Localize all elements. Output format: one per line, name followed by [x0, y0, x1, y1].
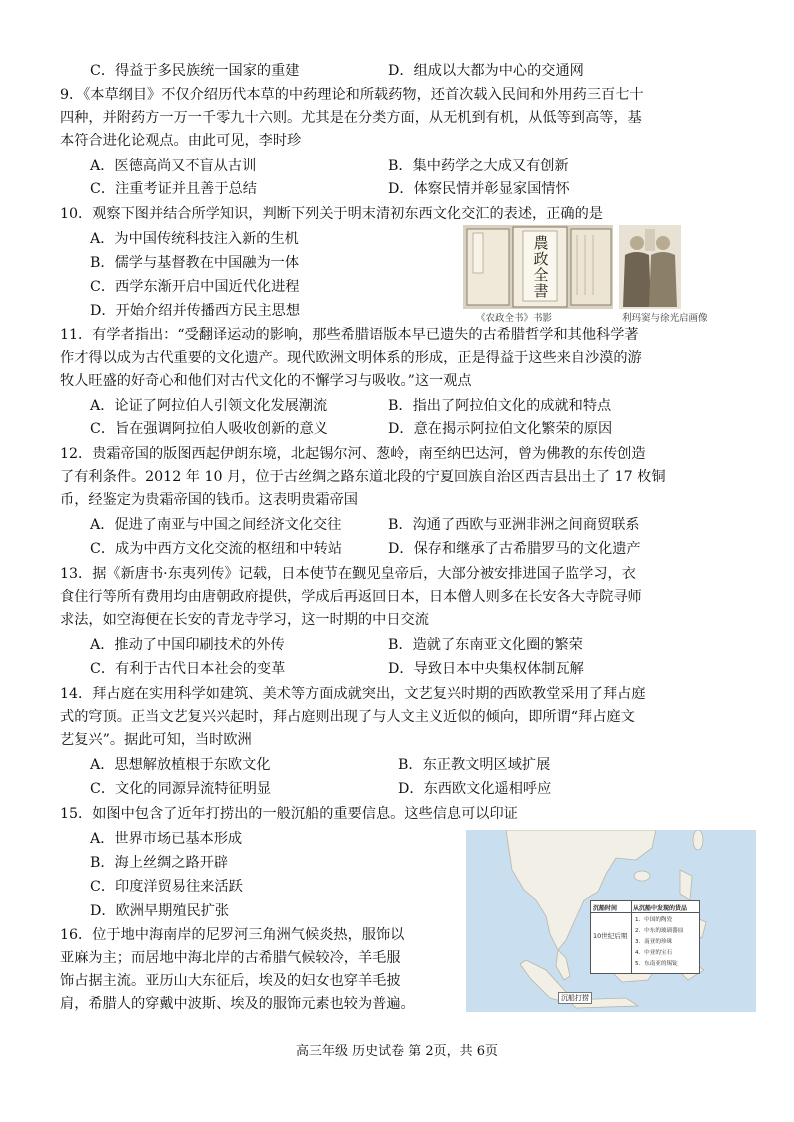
q13-option-c: C．有利于古代日本社会的变革 [90, 661, 286, 677]
q14-stem-line-1: 14．拜占庭在实用科学如建筑、美术等方面成就突出，文艺复兴时期的西欧教堂采用了拜占庭 [60, 686, 646, 702]
q15-stem: 15．如图中包含了近年打捞出的一般沉船的重要信息。这些信息可以印证 [60, 806, 518, 822]
shipwreck-legend [590, 900, 700, 974]
shipwreck-map [466, 830, 756, 1012]
q8-option-c: C．得益于多民族统一国家的重建 [90, 63, 300, 79]
nongzheng-quanshu-photo [463, 225, 613, 309]
q12-option-b: B．沟通了西欧与亚洲非洲之间商贸联系 [388, 517, 640, 533]
legend-item-3: 3．南亚的珍珠 [635, 939, 673, 945]
q10-option-a: A．为中国传统科技注入新的生机 [90, 231, 299, 247]
q13-stem-line-1: 13．据《新唐书·东夷列传》记载，日本使节在觐见皇帝后，大部分被安排进国子监学习，衣 [60, 566, 636, 582]
q14-stem-line-3: 艺复兴”。据此可知，当时欧洲 [60, 732, 252, 748]
q12-stem-line-3: 币，经鉴定为贵霜帝国的钱币。这表明贵霜帝国 [60, 492, 358, 508]
legend-header-goods: 从沉船中发现的货品 [633, 905, 688, 912]
caption-nongzheng: 《农政全书》书影 [476, 313, 553, 324]
q12-stem-line-1: 12．贵霜帝国的版图西起伊朗东境，北起锡尔河、葱岭，南至纳巴达河，曾为佛教的东传创造 [60, 446, 646, 462]
q15-option-b: B．海上丝绸之路开辟 [90, 855, 229, 871]
q9-option-b: B．集中药学之大成又有创新 [388, 158, 569, 174]
q16-stem-line-1: 16．位于地中海南岸的尼罗河三角洲气候炎热，服饰以 [60, 927, 405, 943]
q13-stem-line-3: 求法，如空海便在长安的青龙寺学习，这一时期的中日交流 [60, 612, 429, 628]
q16-stem-line-4: 肩，希腊人的穿戴中波斯、埃及的服饰元素也较为普遍。 [60, 996, 415, 1012]
legend-era: 10世纪后期 [593, 932, 628, 940]
q11-option-b: B．指出了阿拉伯文化的成就和特点 [388, 398, 612, 414]
shipwreck-site-label: 沉船打捞 [558, 992, 592, 1004]
q9-option-d: D．体察民情并彰显家国情怀 [388, 181, 570, 197]
q15-option-a: A．世界市场已基本形成 [90, 831, 243, 847]
q12-option-d: D．保存和继承了古希腊罗马的文化遗产 [388, 541, 641, 557]
q13-option-a: A．推动了中国印刷技术的外传 [90, 637, 285, 653]
legend-item-2: 2．中东的玻璃器皿 [635, 928, 684, 934]
q14-stem-line-2: 式的穹顶。正当文艺复兴兴起时，拜占庭则出现了与人文主义近似的倾向，即所谓“拜占庭文 [60, 709, 635, 725]
q13-stem-line-2: 食住行等所有费用均由唐朝政府提供，学成后再返回日本，日本僧人则多在长安各大寺院寻师 [60, 589, 642, 605]
q10-option-d: D．开始介绍并传播西方民主思想 [90, 303, 301, 319]
q8-option-d: D．组成以大都为中心的交通网 [388, 63, 584, 79]
q15-option-c: C．印度洋贸易往来活跃 [90, 879, 243, 895]
q10-option-c: C．西学东渐开启中国近代化进程 [90, 279, 300, 295]
page-footer: 高三年级 历史试卷 第 2页，共 6页 [295, 1044, 499, 1059]
q12-stem-line-2: 了有利条件。2012 年 10 月，位于古丝绸之路东道北段的宁夏回族自治区西吉县出土了 17 枚铜 [60, 469, 666, 485]
q12-option-c: C．成为中西方文化交流的枢纽和中转站 [90, 541, 343, 557]
q11-option-c: C．旨在强调阿拉伯人吸收创新的意义 [90, 421, 328, 437]
q11-stem-line-1: 11．有学者指出：“受翻译运动的影响，那些希腊语版本早已遗失的古希腊哲学和其他科学著 [60, 327, 639, 343]
q14-option-d: D．东西欧文化遥相呼应 [398, 781, 552, 797]
q16-stem-line-3: 饰占据主流。亚历山大东征后，埃及的妇女也穿羊毛披 [60, 973, 401, 989]
q9-stem-line-2: 四种，并附药方一万一千零九十六则。尤其是在分类方面，从无机到有机，从低等到高等，基 [60, 110, 642, 126]
q15-option-d: D．欧洲早期殖民扩张 [90, 903, 230, 919]
q9-option-a: A．医德高尚又不盲从古训 [90, 158, 257, 174]
q12-option-a: A．促进了南亚与中国之间经济文化交往 [90, 517, 342, 533]
legend-item-4: 4．中亚的宝石 [635, 950, 673, 956]
legend-item-5: 5．东南亚的锡锭 [635, 961, 678, 967]
q10-option-b: B．儒学与基督教在中国融为一体 [90, 255, 300, 271]
q9-stem-line-1: 9．《本草纲目》不仅介绍历代本草的中药理论和所载药物，还首次载入民间和外用药三百七十 [60, 87, 644, 103]
legend-header-time: 沉船时间 [593, 905, 618, 912]
q9-option-c: C．注重考证并且善于总结 [90, 181, 257, 197]
q16-stem-line-2: 亚麻为主；而居地中海北岸的古希腊气候较冷，羊毛服 [60, 950, 401, 966]
ricci-xu-portrait [619, 225, 681, 309]
q11-stem-line-3: 牧人旺盛的好奇心和他们对古代文化的不懈学习与吸收。”这一观点 [60, 373, 472, 389]
q11-option-d: D．意在揭示阿拉伯文化繁荣的原因 [388, 421, 613, 437]
legend-item-1: 1．中国的陶瓷 [635, 917, 673, 923]
q14-option-c: C．文化的同源异流特征明显 [90, 781, 272, 797]
q10-stem: 10．观察下图并结合所学知识，判断下列关于明末清初东西文化交汇的表述，正确的是 [60, 206, 603, 222]
book-title-text: 農政全書 [533, 234, 549, 300]
q14-option-a: A．思想解放植根于东欧文化 [90, 757, 271, 773]
q11-option-a: A．论证了阿拉伯人引领文化发展潮流 [90, 398, 328, 414]
q9-stem-line-3: 本符合进化论观点。由此可见，李时珍 [60, 133, 302, 149]
q13-option-d: D．导致日本中央集权体制瓦解 [388, 661, 584, 677]
q11-stem-line-2: 作才得以成为古代重要的文化遗产。现代欧洲文明体系的形成，正是得益于这些来自沙漠的游 [60, 350, 642, 366]
q14-option-b: B．东正教文明区域扩展 [398, 757, 551, 773]
q13-option-b: B．造就了东南亚文化圈的繁荣 [388, 637, 583, 653]
caption-portrait: 利玛窦与徐光启画像 [622, 313, 708, 324]
